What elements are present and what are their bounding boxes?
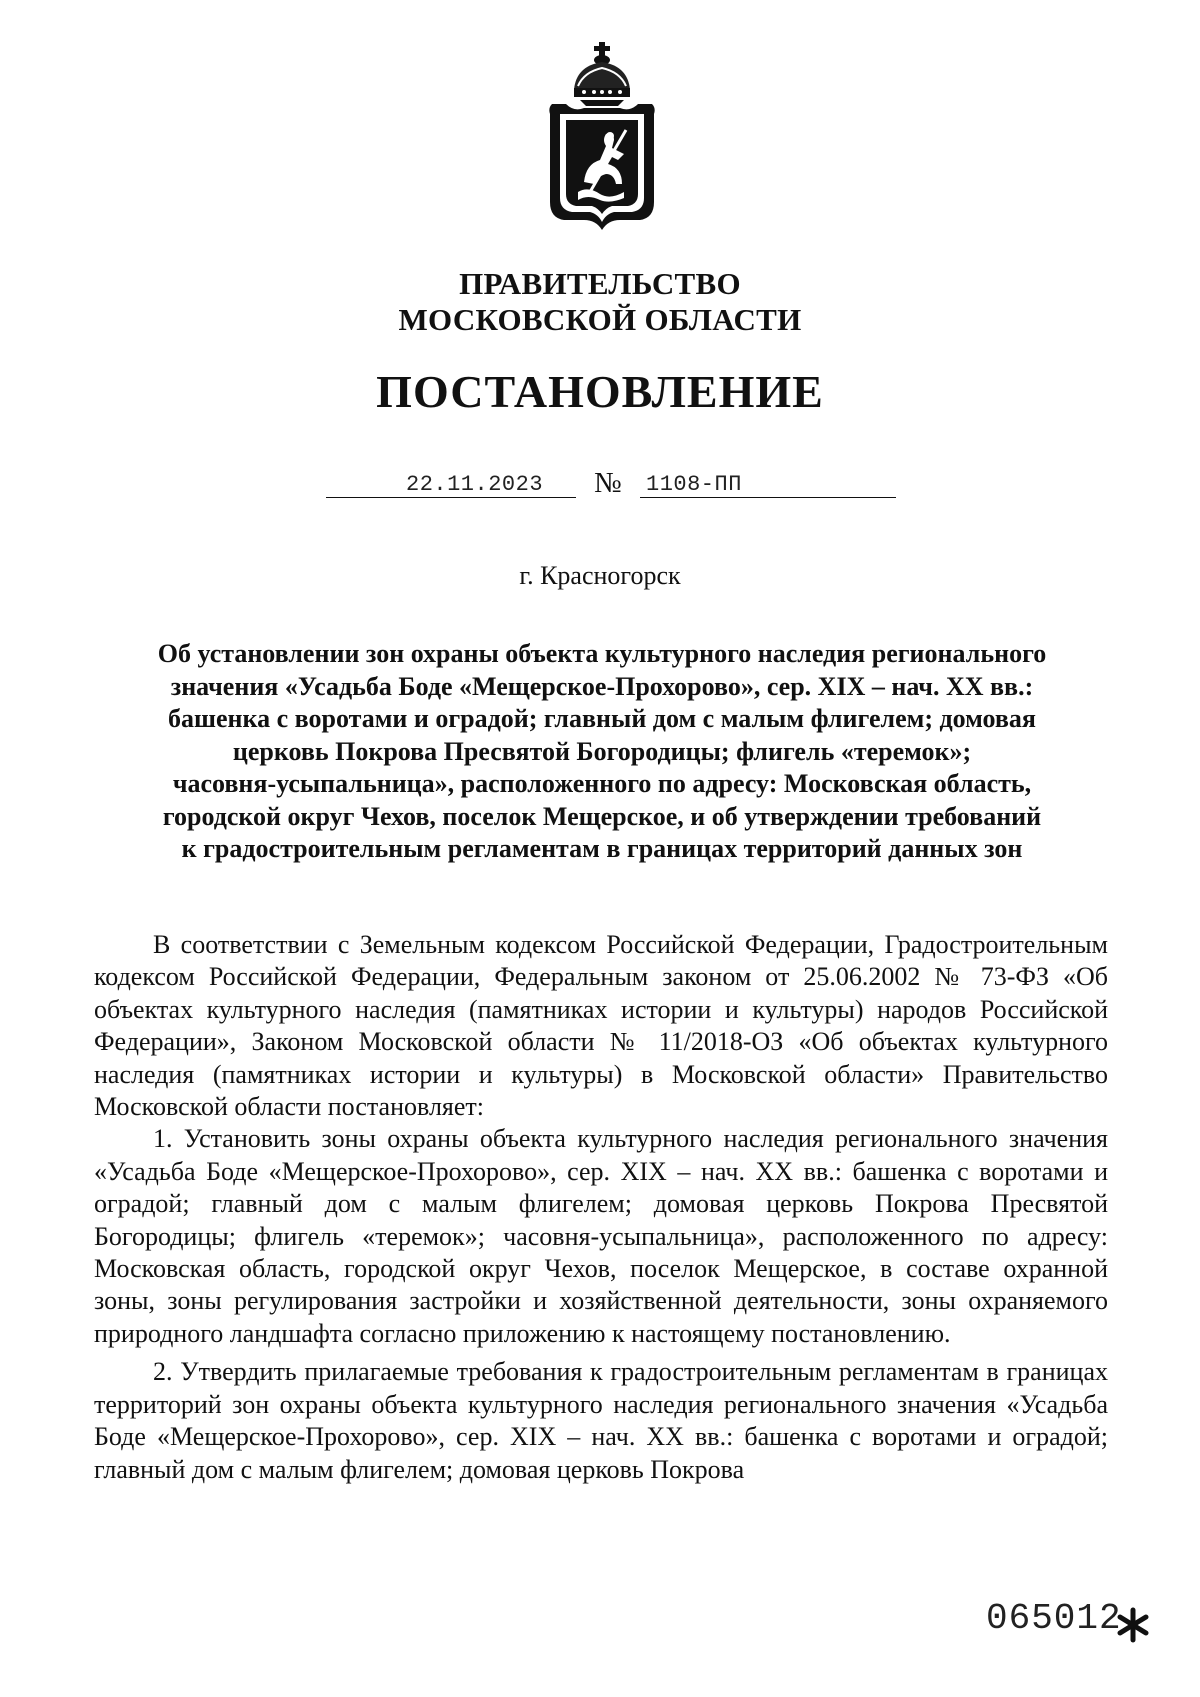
title-line: церковь Покрова Пресвятой Богородицы; флигель «теремок»; bbox=[232, 736, 972, 766]
clause-1-paragraph: 1. Установить зоны охраны объекта культурного наследия регионального значения «Усадьба Боде «Мещерское-Прохорово», сер. XIX – нач. XX вв.: башенка с воротами и оградой; главный дом с малым флигелем; домовая церковь Покрова Пресвятой Богородицы; флигель «теремок»; часовня-усыпальница», расположенного по адресу: Московская область, городской округ Чехов, поселок Мещерское, в составе охранной зоны, зоны регулирования застройки и хозяйственной деятельности, зоны охраняемого природного ландшафта согласно приложению к настоящему постановлению. bbox=[94, 1124, 1108, 1348]
asterisk-icon bbox=[1113, 1605, 1153, 1645]
title-line: часовня-усыпальница», расположенного по адресу: Московская область, bbox=[172, 769, 1032, 798]
preamble-paragraph: В соответствии с Земельным кодексом Российской Федерации, Градостроительным кодексом Российской Федерации, Федеральным законом от 25.06.2002 № 73-ФЗ «Об объектах культурного наследия (памятниках истории и культуры) народов Российской Федерации», Законом Московской области № 11/2018-ОЗ «Об объектах культурного наследия (памятниках истории и культуры) в Московской области» Правительство Московской области постановляет: bbox=[94, 930, 1108, 1122]
title-line: значения «Усадьба Боде «Мещерское-Прохорово», сер. XIX – нач. XX вв.: bbox=[170, 671, 1034, 701]
city-label: г. Красногорск bbox=[519, 561, 681, 590]
clause-2-paragraph: 2. Утвердить прилагаемые требования к градостроительным регламентам в границах территорий зон охраны объекта культурного наследия регионального значения «Усадьба Боде «Мещерское-Прохорово», сер. XIX – нач. XX вв.: башенка с воротами и оградой; главный дом с малым флигелем; домовая церковь Покрова bbox=[94, 1357, 1108, 1484]
organization-name-line2: МОСКОВСКОЙ ОБЛАСТИ bbox=[398, 302, 802, 337]
form-serial-number: 065012 bbox=[986, 1598, 1122, 1639]
title-line: к градостроительным регламентам в границах территорий данных зон bbox=[181, 834, 1023, 863]
document-title bbox=[100, 638, 1104, 866]
organization-name-line1: ПРАВИТЕЛЬСТВО bbox=[459, 266, 741, 301]
document-body bbox=[94, 929, 1108, 1486]
date-number-line bbox=[326, 466, 896, 506]
number-underline bbox=[640, 497, 896, 498]
date-underline bbox=[326, 497, 576, 498]
title-line: Об установлении зон охраны объекта культурного наследия регионального bbox=[157, 639, 1047, 668]
title-line: башенка с воротами и оградой; главный дом с малым флигелем; домовая bbox=[168, 704, 1036, 733]
document-date: 22.11.2023 bbox=[406, 472, 544, 497]
moscow-region-coat-of-arms-icon bbox=[544, 42, 660, 232]
document-type-heading: ПОСТАНОВЛЕНИЕ bbox=[376, 366, 824, 417]
document-number: 1108-ПП bbox=[646, 472, 742, 497]
title-line: городской округ Чехов, поселок Мещерское, и об утверждении требований bbox=[162, 801, 1042, 831]
number-sign: № bbox=[594, 467, 622, 499]
